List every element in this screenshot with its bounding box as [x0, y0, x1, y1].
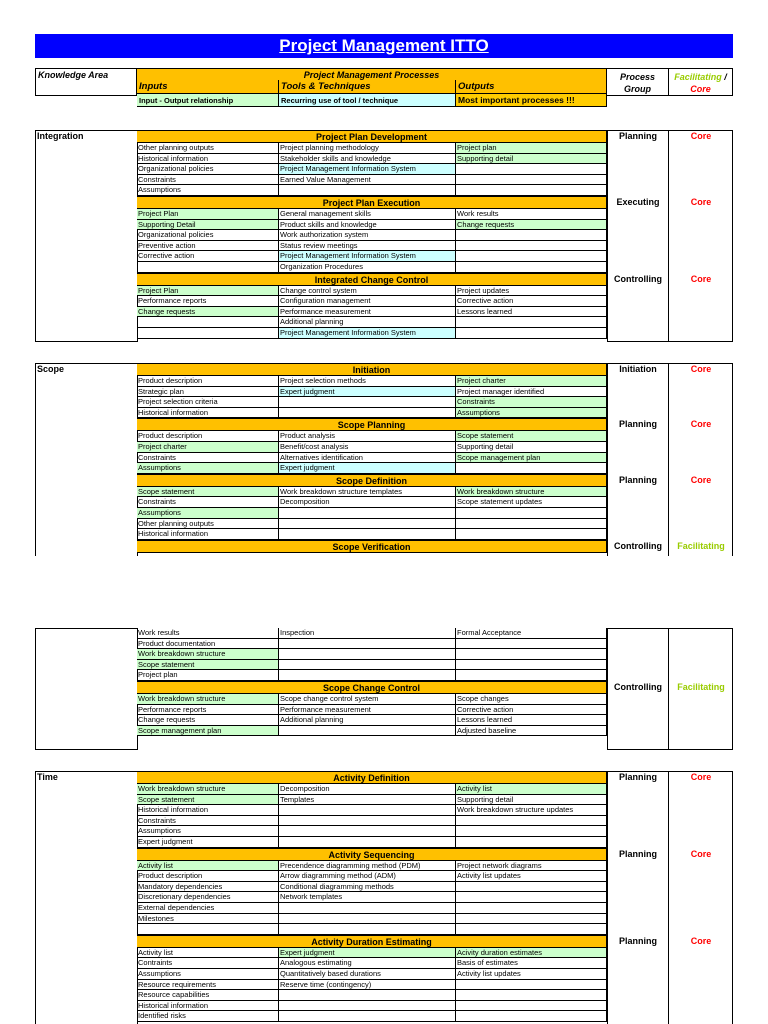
- cell-out: Basis of estimates: [456, 958, 607, 969]
- cell-tool: Project planning methodology: [279, 143, 456, 154]
- cell-inp: Historical information: [137, 154, 279, 165]
- cell-inp: Strategic plan: [137, 387, 279, 398]
- cell-inp: Mandatory dependencies: [137, 882, 279, 893]
- cell-tool: Product analysis: [279, 431, 456, 442]
- cell-inp: Historical information: [137, 805, 279, 816]
- cell-tool: Expert judgment: [279, 463, 456, 474]
- cell-out: Lessons learned: [456, 307, 607, 318]
- cell-inp: Constraints: [137, 497, 279, 508]
- cell-tool: [279, 816, 456, 827]
- legend-inputs: Inputs: [137, 80, 279, 93]
- cell-out: [456, 816, 607, 827]
- cell-out: [456, 508, 607, 519]
- process-group: Planning: [619, 131, 657, 141]
- cell-out: [456, 660, 607, 671]
- process-name: Activity Duration Estimating: [137, 935, 607, 948]
- legend: [35, 68, 733, 105]
- cell-out: Scope statement: [456, 431, 607, 442]
- cell-out: [456, 826, 607, 837]
- legend-input-output: Input - Output relationship: [137, 93, 279, 107]
- cell-tool: Project Management Information System: [279, 328, 456, 339]
- cell-tool: [279, 670, 456, 681]
- type-column: [669, 130, 733, 342]
- cell-out: Work results: [456, 209, 607, 220]
- process-type: Core: [690, 131, 712, 141]
- cell-out: Work breakdown structure updates: [456, 805, 607, 816]
- cell-tool: [279, 639, 456, 650]
- legend-outputs: Outputs: [456, 80, 607, 93]
- cell-inp: Organizational policies: [137, 164, 279, 175]
- cell-out: Activity list updates: [456, 871, 607, 882]
- process-group: Planning: [619, 419, 657, 430]
- cell-inp: Milestones: [137, 914, 279, 925]
- cell-inp: Historical information: [137, 529, 279, 540]
- legend-facilitating-core: Facilitating / Core: [669, 68, 733, 96]
- cell-inp: Performance reports: [137, 296, 279, 307]
- process-group: Controlling: [614, 682, 662, 692]
- cell-tool: Earned Value Management: [279, 175, 456, 186]
- legend-knowledge-area: Knowledge Area: [35, 68, 137, 96]
- cell-tool: [279, 660, 456, 671]
- process-type: Core: [690, 474, 712, 485]
- cell-inp: Scope management plan: [137, 726, 279, 737]
- cell-out: Supporting detail: [456, 442, 607, 453]
- cell-inp: Project charter: [137, 442, 279, 453]
- cell-out: [456, 639, 607, 650]
- cell-out: [456, 164, 607, 175]
- legend-recurring: Recurring use of tool / technique: [279, 93, 456, 107]
- cell-tool: Project Management Information System: [279, 164, 456, 175]
- cell-tool: Decomposition: [279, 784, 456, 795]
- cell-out: [456, 882, 607, 893]
- cell-inp: Contraints: [137, 958, 279, 969]
- cell-inp: Assumptions: [137, 463, 279, 474]
- cell-tool: Quantitatively based durations: [279, 969, 456, 980]
- cell-tool: Performance measurement: [279, 307, 456, 318]
- cell-inp: Resource capabilities: [137, 990, 279, 1001]
- cell-out: Project plan: [456, 143, 607, 154]
- cell-inp: Constraints: [137, 816, 279, 827]
- legend-process-group: Process Group: [607, 68, 669, 96]
- cell-out: [456, 837, 607, 848]
- cell-tool: Expert judgment: [279, 387, 456, 398]
- cell-out: [456, 230, 607, 241]
- cell-tool: [279, 1001, 456, 1012]
- cell-tool: [279, 805, 456, 816]
- knowledge-area: [35, 130, 137, 342]
- process-name: Initiation: [137, 363, 607, 376]
- cell-inp: Expert judgment: [137, 837, 279, 848]
- section-block: [35, 130, 733, 342]
- cell-out: [456, 262, 607, 273]
- process-group: Controlling: [614, 540, 662, 551]
- cell-inp: Product description: [137, 376, 279, 387]
- process-name: Scope Verification: [137, 540, 607, 553]
- cell-tool: Conditional diagramming methods: [279, 882, 456, 893]
- process-type: Core: [690, 848, 712, 859]
- cell-tool: Change control system: [279, 286, 456, 297]
- cell-tool: Arrow diagramming method (ADM): [279, 871, 456, 882]
- cell-inp: Product description: [137, 871, 279, 882]
- cell-inp: Other planning outputs: [137, 519, 279, 530]
- cell-inp: Corrective action: [137, 251, 279, 262]
- cell-tool: Work breakdown structure templates: [279, 487, 456, 498]
- cell-inp: Product description: [137, 431, 279, 442]
- cell-tool: Scope change control system: [279, 694, 456, 705]
- cell-inp: Product documentation: [137, 639, 279, 650]
- legend-most-important: Most important processes !!!: [456, 93, 607, 107]
- cell-tool: Benefit/cost analysis: [279, 442, 456, 453]
- cell-inp: Scope statement: [137, 660, 279, 671]
- cell-tool: Project Management Information System: [279, 251, 456, 262]
- cell-out: [456, 990, 607, 1001]
- cell-inp: [137, 317, 279, 328]
- cell-tool: Performance measurement: [279, 705, 456, 716]
- cell-inp: Work results: [137, 628, 279, 639]
- cell-inp: Project plan: [137, 670, 279, 681]
- cell-inp: External dependencies: [137, 903, 279, 914]
- cell-tool: Product skills and knowledge: [279, 220, 456, 231]
- cell-tool: Status review meetings: [279, 241, 456, 252]
- knowledge-area-label: Time: [37, 772, 58, 782]
- type-column: [669, 771, 733, 1024]
- cell-tool: [279, 826, 456, 837]
- process-type: Facilitating: [677, 540, 725, 551]
- process-group: Controlling: [614, 273, 662, 284]
- cell-inp: Constraints: [137, 453, 279, 464]
- process-name: Scope Change Control: [137, 681, 607, 694]
- cell-tool: Stakeholder skills and knowledge: [279, 154, 456, 165]
- cell-tool: Decomposition: [279, 497, 456, 508]
- cell-tool: [279, 519, 456, 530]
- cell-tool: [279, 397, 456, 408]
- cell-tool: [279, 726, 456, 737]
- process-group: Planning: [619, 474, 657, 485]
- cell-inp: [137, 262, 279, 273]
- cell-tool: [279, 924, 456, 935]
- cell-tool: [279, 649, 456, 660]
- cell-out: [456, 649, 607, 660]
- cell-tool: Precendence diagramming method (PDM): [279, 861, 456, 872]
- cell-out: Formal Acceptance: [456, 628, 607, 639]
- cell-tool: Configuration management: [279, 296, 456, 307]
- process-name: Activity Definition: [137, 771, 607, 784]
- cell-out: Acivity duration estimates: [456, 948, 607, 959]
- cell-out: [456, 185, 607, 196]
- process-type: Core: [690, 364, 712, 374]
- cell-inp: [137, 924, 279, 935]
- cell-out: [456, 241, 607, 252]
- cell-out: [456, 317, 607, 328]
- cell-out: [456, 463, 607, 474]
- cell-out: Scope statement updates: [456, 497, 607, 508]
- cell-inp: Historical information: [137, 1001, 279, 1012]
- cell-tool: Expert judgment: [279, 948, 456, 959]
- cell-inp: Assumptions: [137, 826, 279, 837]
- knowledge-area-label: Integration: [37, 131, 84, 141]
- cell-out: Adjusted baseline: [456, 726, 607, 737]
- cell-out: [456, 529, 607, 540]
- group-column: [607, 771, 669, 1024]
- process-group: Planning: [619, 772, 657, 782]
- group-column: [607, 363, 669, 556]
- cell-tool: [279, 914, 456, 925]
- cell-out: Constraints: [456, 397, 607, 408]
- cell-inp: Preventive action: [137, 241, 279, 252]
- cell-out: [456, 251, 607, 262]
- cell-inp: Activity list: [137, 948, 279, 959]
- process-type: Core: [690, 935, 712, 946]
- cell-inp: [137, 328, 279, 339]
- process-type: Core: [690, 197, 712, 207]
- cell-tool: Additional planning: [279, 715, 456, 726]
- cell-tool: Alternatives identification: [279, 453, 456, 464]
- cell-out: [456, 670, 607, 681]
- cell-tool: Organization Procedures: [279, 262, 456, 273]
- cell-out: Project manager identified: [456, 387, 607, 398]
- legend-processes: Project Management Processes: [137, 68, 607, 80]
- cell-inp: Work breakdown structure: [137, 694, 279, 705]
- process-group: Planning: [619, 848, 657, 859]
- section-block: [35, 771, 733, 1024]
- cell-tool: [279, 508, 456, 519]
- page-title: Project Management ITTO: [35, 34, 733, 58]
- cell-tool: [279, 903, 456, 914]
- cell-inp: Work breakdown structure: [137, 649, 279, 660]
- cell-tool: Work authorization system: [279, 230, 456, 241]
- cell-inp: Identified risks: [137, 1011, 279, 1022]
- cell-tool: [279, 837, 456, 848]
- cell-out: Lessons learned: [456, 715, 607, 726]
- cell-inp: Historical information: [137, 408, 279, 419]
- process-name: Project Plan Execution: [137, 196, 607, 209]
- process-name: Integrated Change Control: [137, 273, 607, 286]
- cell-out: Assumptions: [456, 408, 607, 419]
- cell-inp: Constraints: [137, 175, 279, 186]
- cell-out: Work breakdown structure: [456, 487, 607, 498]
- cell-inp: Other planning outputs: [137, 143, 279, 154]
- cell-out: [456, 914, 607, 925]
- process-name: Scope Planning: [137, 418, 607, 431]
- cell-out: Scope management plan: [456, 453, 607, 464]
- cell-out: [456, 924, 607, 935]
- cell-tool: General management skills: [279, 209, 456, 220]
- cell-inp: Supporting Detail: [137, 220, 279, 231]
- cell-out: [456, 519, 607, 530]
- process-type: Core: [690, 273, 712, 284]
- cell-out: [456, 903, 607, 914]
- process-type: Core: [690, 419, 712, 430]
- type-column: [669, 363, 733, 556]
- cell-tool: Reserve time (contingency): [279, 980, 456, 991]
- cell-tool: Analogous estimating: [279, 958, 456, 969]
- process-group: Executing: [616, 197, 660, 207]
- section-block: [35, 363, 733, 556]
- knowledge-area-label: Scope: [37, 364, 65, 374]
- cell-inp: Project selection criteria: [137, 397, 279, 408]
- cell-out: Change requests: [456, 220, 607, 231]
- cell-out: Corrective action: [456, 705, 607, 716]
- process-group: Planning: [619, 935, 657, 946]
- cell-inp: Activity list: [137, 861, 279, 872]
- cell-out: Activity list: [456, 784, 607, 795]
- cell-tool: [279, 990, 456, 1001]
- cell-out: [456, 980, 607, 991]
- cell-out: [456, 328, 607, 339]
- cell-inp: Assumptions: [137, 969, 279, 980]
- cell-inp: Change requests: [137, 307, 279, 318]
- cell-out: [456, 892, 607, 903]
- cell-inp: Scope statement: [137, 795, 279, 806]
- cell-out: Project charter: [456, 376, 607, 387]
- cell-tool: Templates: [279, 795, 456, 806]
- cell-out: Scope changes: [456, 694, 607, 705]
- cell-tool: [279, 1011, 456, 1022]
- cell-tool: [279, 185, 456, 196]
- cell-out: Corrective action: [456, 296, 607, 307]
- cell-inp: Resource requirements: [137, 980, 279, 991]
- legend-tools: Tools & Techniques: [279, 80, 456, 93]
- cell-inp: Scope statement: [137, 487, 279, 498]
- cell-inp: Discretionary dependencies: [137, 892, 279, 903]
- cell-inp: Project Plan: [137, 209, 279, 220]
- cell-tool: Additional planning: [279, 317, 456, 328]
- cell-tool: [279, 529, 456, 540]
- cell-out: Supporting detail: [456, 795, 607, 806]
- cell-tool: Network templates: [279, 892, 456, 903]
- knowledge-area: [35, 363, 137, 556]
- process-type: Facilitating: [677, 682, 725, 692]
- group-column: [607, 130, 669, 342]
- section-block: [35, 628, 733, 750]
- process-name: Project Plan Development: [137, 130, 607, 143]
- process-name: Scope Definition: [137, 474, 607, 487]
- cell-tool: Project selection methods: [279, 376, 456, 387]
- knowledge-area: [35, 628, 137, 750]
- process-name: Activity Sequencing: [137, 848, 607, 861]
- cell-out: Project network diagrams: [456, 861, 607, 872]
- cell-inp: Change requests: [137, 715, 279, 726]
- cell-inp: Project Plan: [137, 286, 279, 297]
- cell-out: Supporting detail: [456, 154, 607, 165]
- cell-out: [456, 175, 607, 186]
- cell-tool: Inspection: [279, 628, 456, 639]
- cell-inp: Assumptions: [137, 508, 279, 519]
- cell-tool: [279, 408, 456, 419]
- cell-out: Project updates: [456, 286, 607, 297]
- knowledge-area: [35, 771, 137, 1024]
- cell-out: [456, 1001, 607, 1012]
- process-type: Core: [690, 772, 712, 782]
- process-group: Initiation: [619, 364, 657, 374]
- cell-out: [456, 1011, 607, 1022]
- cell-inp: Work breakdown structure: [137, 784, 279, 795]
- cell-out: Activity list updates: [456, 969, 607, 980]
- cell-inp: Performance reports: [137, 705, 279, 716]
- cell-inp: Organizational policies: [137, 230, 279, 241]
- cell-inp: Assumptions: [137, 185, 279, 196]
